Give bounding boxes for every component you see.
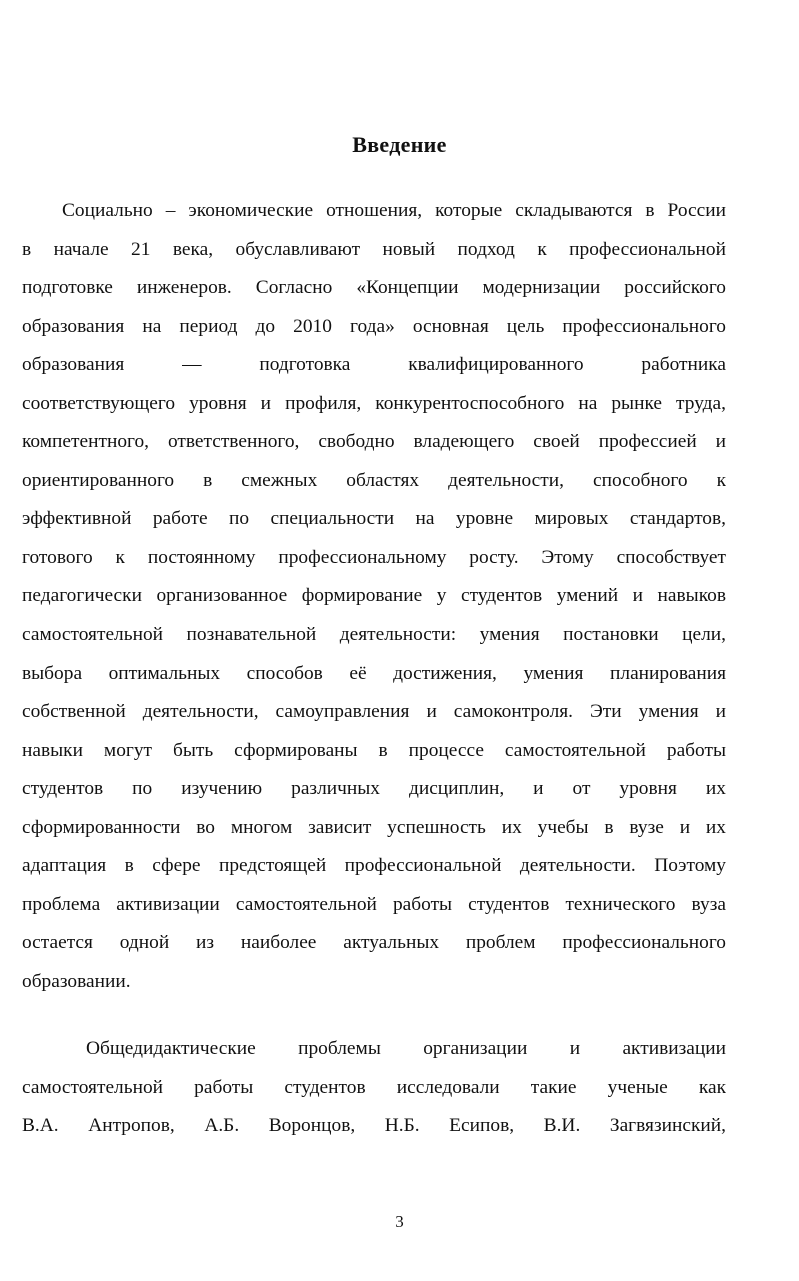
text-line: В.А. Антропов, А.Б. Воронцов, Н.Б. Есипов, В.И. Загвязинский, [22, 1115, 726, 1137]
text-line: адаптация в сфере предстоящей профессиональной деятельности. Поэтому [22, 855, 726, 877]
text-line: Социально – экономические отношения, которые складываются в России [62, 200, 726, 221]
text-line: соответствующего уровня и профиля, конкурентоспособного на рынке труда, [22, 392, 726, 414]
text-line: выбора оптимальных способов её достижения, умения планирования [22, 662, 726, 684]
text-line: эффективной работе по специальности на уровне мировых стандартов, [22, 508, 726, 530]
text-line: ориентированного в смежных областях деятельности, способного к [22, 469, 726, 491]
text-line: проблема активизации самостоятельной работы студентов технического вуза [22, 893, 726, 915]
text-line: компетентного, ответственного, свободно владеющего своей профессией и [22, 431, 726, 453]
page-title: Введение [352, 132, 447, 157]
text-line: остается одной из наиболее актуальных проблем профессионального [22, 932, 726, 954]
text-line: готового к постоянному профессиональному росту. Этому способствует [22, 546, 726, 568]
text-line: образовании. [22, 970, 131, 992]
text-line: подготовке инженеров. Согласно «Концепции модернизации российского [22, 277, 726, 299]
text-line: сформированности во многом зависит успешность их учебы в вузе и их [22, 816, 726, 838]
text-line: образования — подготовка квалифицированного работника [22, 354, 726, 376]
text-line: самостоятельной познавательной деятельности: умения постановки цели, [22, 624, 726, 646]
page-number: 3 [395, 1212, 404, 1231]
text-line: собственной деятельности, самоуправления и самоконтроля. Эти умения и [22, 701, 726, 723]
paragraph-researchers [22, 1030, 726, 1146]
text-line: образования на период до 2010 года» основная цель профессионального [22, 315, 726, 337]
text-line: в начале 21 века, обуславливают новый подход к профессиональной [22, 238, 726, 260]
text-line: студентов по изучению различных дисциплин, и от уровня их [22, 778, 726, 800]
text-line: педагогически организованное формирование у студентов умений и навыков [22, 585, 726, 607]
text-line: Общедидактические проблемы организации и активизации [86, 1038, 726, 1059]
text-line: самостоятельной работы студентов исследовали такие ученые как [22, 1076, 726, 1098]
paragraph-intro [22, 192, 726, 1001]
text-line: навыки могут быть сформированы в процессе самостоятельной работы [22, 739, 726, 761]
